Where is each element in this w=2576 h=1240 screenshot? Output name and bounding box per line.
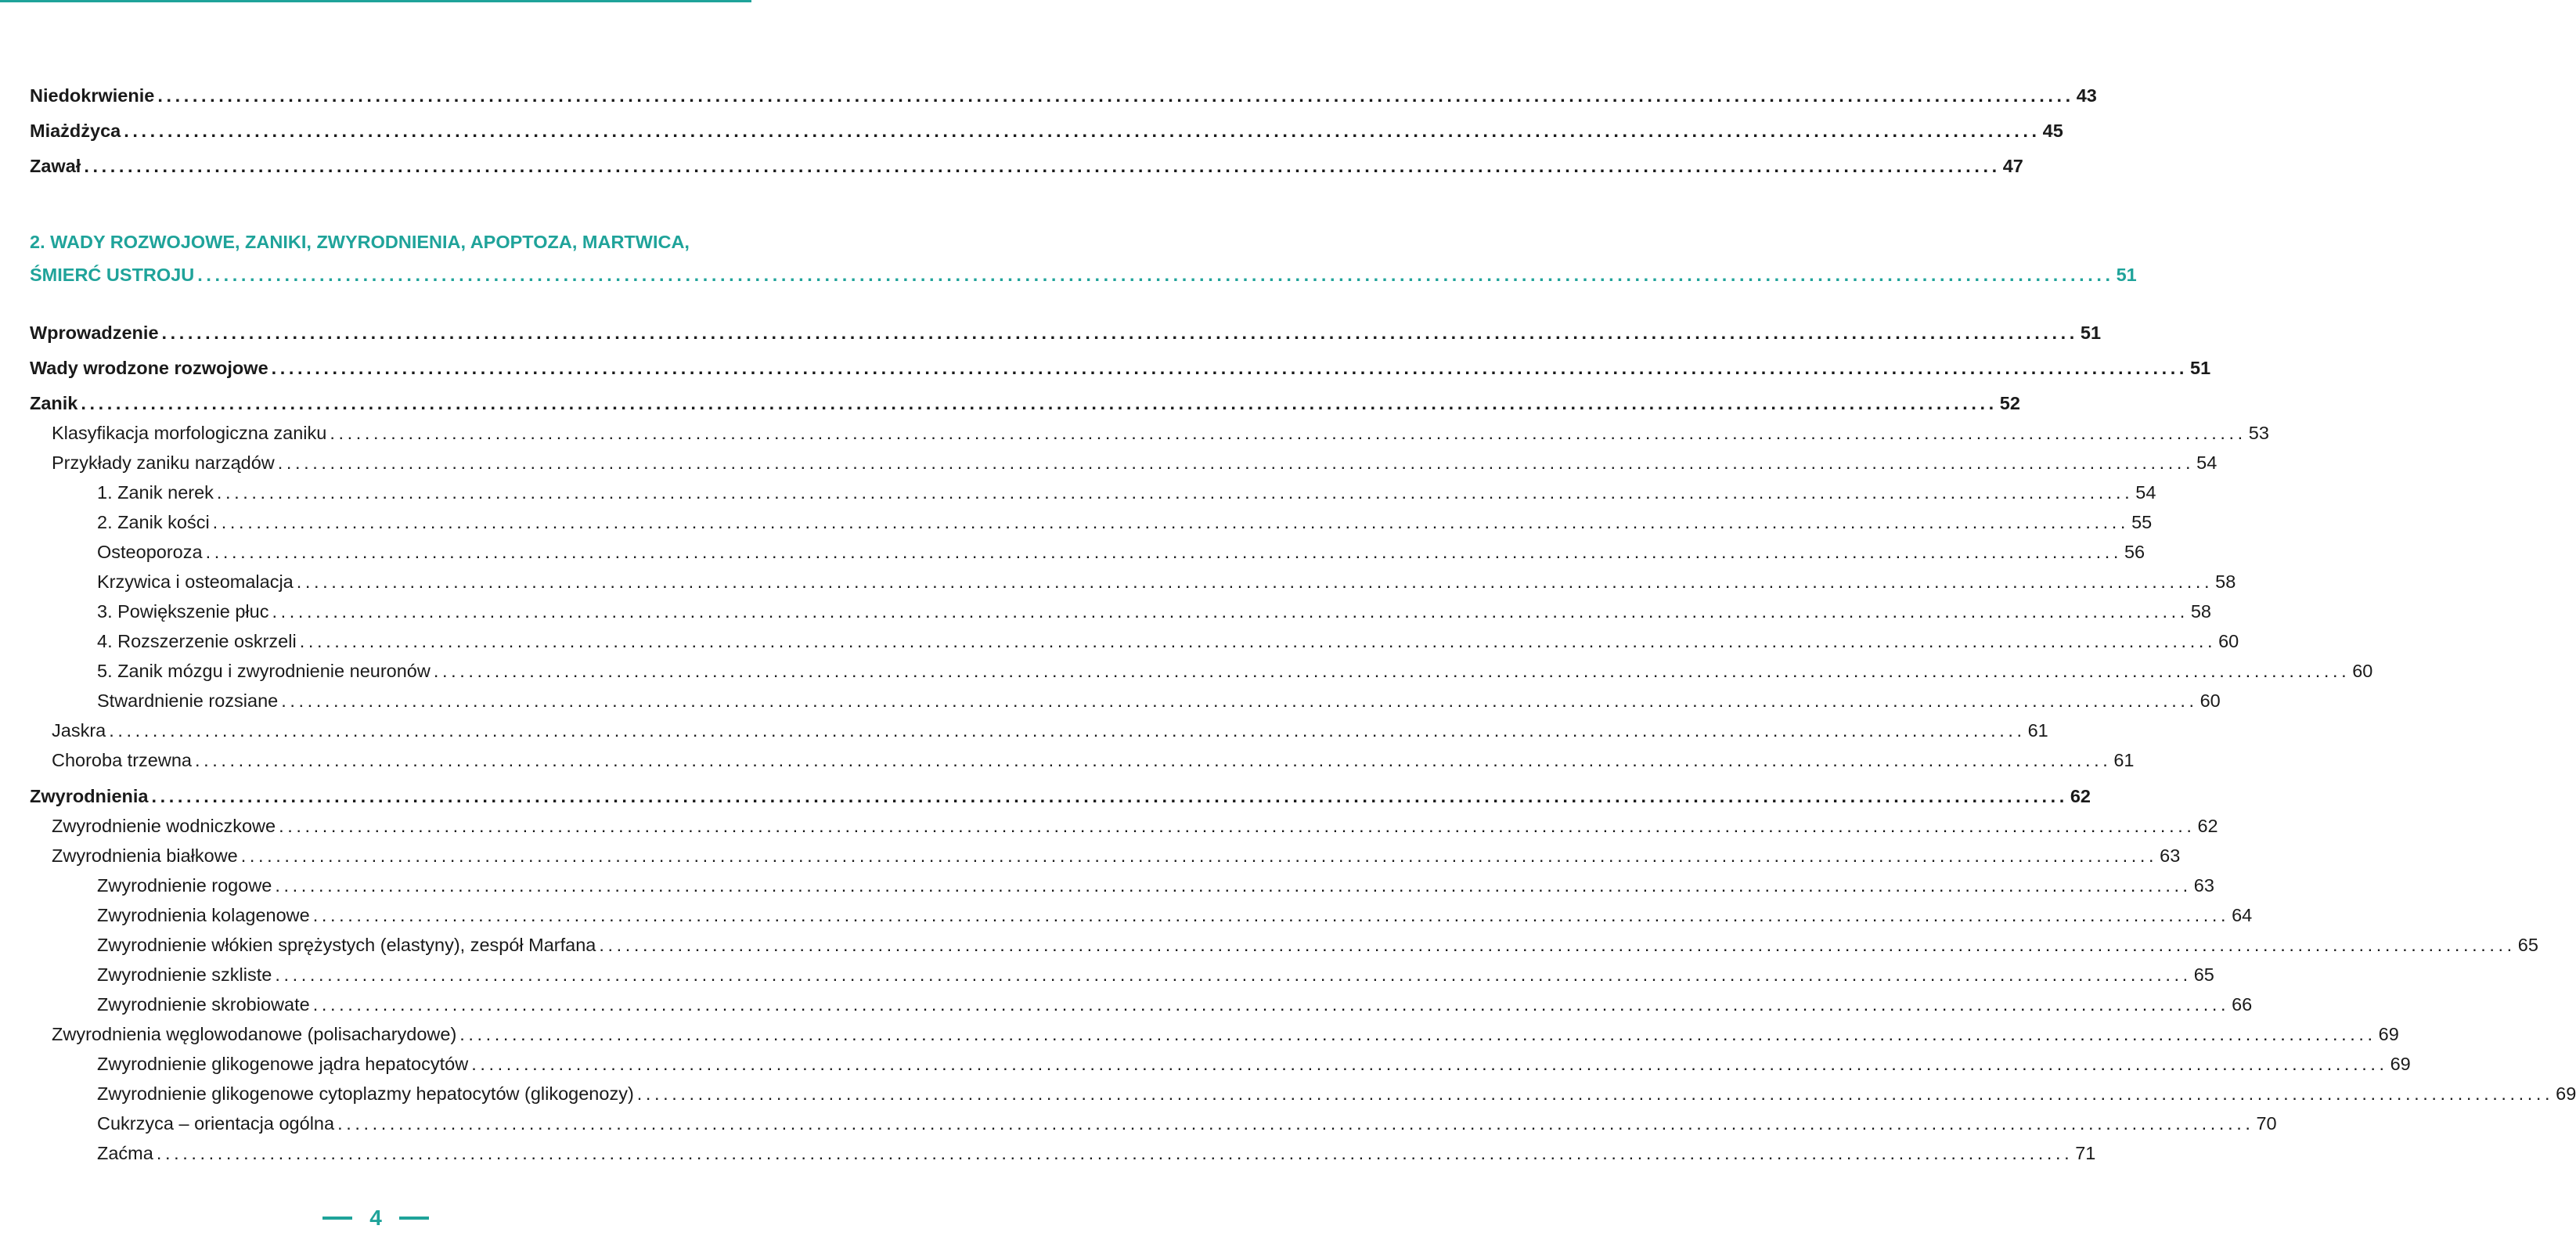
toc-entry[interactable] — [0, 1019, 2399, 1049]
entry-page-number: 69 — [2556, 1083, 2576, 1104]
dot-leader: ............................................................................................................................................................................................................................ — [275, 964, 2192, 985]
dot-leader: ............................................................................................................................................................................................................................ — [194, 750, 2112, 770]
dot-leader: ............................................................................................................................................................................................................................ — [312, 905, 2230, 925]
entry-title: 2. Zanik kości — [97, 512, 210, 532]
entry-title: Niedokrwienie — [30, 85, 155, 106]
entry-page-number: 66 — [2232, 994, 2253, 1015]
toc-entry[interactable] — [0, 960, 2214, 989]
entry-page-number: 58 — [2190, 601, 2211, 622]
toc-entry[interactable] — [0, 478, 2156, 507]
entry-title: Stwardnienie rozsiane — [97, 690, 279, 711]
toc-entry[interactable] — [0, 353, 2211, 383]
entry-title: 5. Zanik mózgu i zwyrodnienie neuronów — [97, 661, 431, 681]
entry-page-number: 65 — [2193, 964, 2214, 985]
toc-entry[interactable] — [0, 745, 2135, 775]
toc-entry[interactable] — [0, 1049, 2411, 1079]
page-number: 4 — [369, 1206, 382, 1230]
entry-page-number: 52 — [1999, 393, 2020, 413]
dot-leader: ............................................................................................................................................................................................................................ — [124, 121, 2041, 141]
entry-page-number: 60 — [2218, 631, 2239, 651]
entry-page-number: 64 — [2232, 905, 2253, 925]
toc-entry[interactable] — [0, 567, 2236, 597]
entry-title: 4. Rozszerzenie oskrzeli — [97, 631, 297, 651]
dot-leader: ............................................................................................................................................................................................................................ — [299, 631, 2217, 651]
chapter-heading-line-1: 2. WADY ROZWOJOWE, ZANIKI, ZWYRODNIENIA, APOPTOZA, MARTWICA, — [30, 232, 690, 252]
entry-title: Wady wrodzone rozwojowe — [30, 358, 268, 378]
toc-entry[interactable] — [0, 537, 2145, 567]
dot-leader: ............................................................................................................................................................................................................................ — [433, 661, 2351, 681]
entry-page-number: 58 — [2215, 571, 2236, 592]
entry-page-number: 51 — [2080, 323, 2102, 343]
entry-page-number: 55 — [2131, 512, 2153, 532]
dot-leader: ............................................................................................................................................................................................................................ — [296, 571, 2214, 592]
entry-page-number: 54 — [2196, 452, 2218, 473]
entry-page-number: 62 — [2070, 786, 2091, 806]
dot-leader: ............................................................................................................................................................................................................................ — [205, 542, 2122, 562]
entry-title: Zwyrodnienie rogowe — [97, 875, 272, 896]
dot-leader: ............................................................................................................................................................................................................................ — [271, 358, 2189, 378]
dot-leader: ............................................................................................................................................................................................................................ — [157, 85, 2074, 106]
dot-leader: ............................................................................................................................................................................................................................ — [109, 720, 2026, 741]
footer-dash-right — [399, 1217, 429, 1220]
chapter-title: ŚMIERĆ USTROJU — [30, 265, 195, 285]
toc-entry[interactable] — [0, 811, 2218, 841]
toc-entry[interactable] — [0, 507, 2153, 537]
entry-page-number: 71 — [2075, 1143, 2096, 1163]
entry-title: Zwyrodnienie wodniczkowe — [52, 816, 276, 836]
entry-page-number: 53 — [2248, 423, 2269, 443]
entry-page-number: 54 — [2135, 482, 2156, 503]
toc-entry[interactable] — [0, 656, 2373, 686]
entry-page-number: 51 — [2190, 358, 2211, 378]
entry-page-number: 61 — [2113, 750, 2135, 770]
toc-entry[interactable] — [0, 388, 2020, 418]
entry-title: Klasyfikacja morfologiczna zaniku — [52, 423, 327, 443]
toc-entry[interactable] — [0, 1138, 2096, 1168]
dot-leader: ............................................................................................................................................................................................................................ — [84, 156, 2001, 176]
entry-title: Zawał — [30, 156, 81, 176]
toc-entry[interactable] — [0, 626, 2239, 656]
entry-page-number: 70 — [2256, 1113, 2277, 1134]
entry-title: Zwyrodnienie glikogenowe jądra hepatocytów — [97, 1054, 469, 1074]
toc-entry[interactable] — [0, 151, 2023, 181]
dot-leader: ............................................................................................................................................................................................................................ — [281, 690, 2198, 711]
entry-title: Zwyrodnienie włókien sprężystych (elastyny), zespół Marfana — [97, 935, 596, 955]
toc-entry[interactable] — [0, 116, 2063, 146]
entry-page-number: 60 — [2200, 690, 2221, 711]
entry-title: Krzywica i osteomalacja — [97, 571, 294, 592]
entry-title: Zwyrodnienia białkowe — [52, 845, 238, 866]
dot-leader: ............................................................................................................................................................................................................................ — [636, 1083, 2554, 1104]
dot-leader: ............................................................................................................................................................................................................................ — [81, 393, 1998, 413]
toc-entry[interactable] — [0, 1108, 2277, 1138]
entry-page-number: 47 — [2002, 156, 2023, 176]
toc-entry[interactable] — [0, 781, 2091, 811]
entry-title: Wprowadzenie — [30, 323, 159, 343]
toc-entry[interactable] — [0, 841, 2181, 871]
entry-title: Jaskra — [52, 720, 106, 741]
chapter-heading-line-2[interactable] — [0, 260, 2137, 290]
toc-entry[interactable] — [0, 448, 2218, 478]
entry-title: Miażdżyca — [30, 121, 121, 141]
entry-page-number: 45 — [2042, 121, 2063, 141]
toc-entry[interactable] — [0, 930, 2538, 960]
entry-page-number: 60 — [2352, 661, 2373, 681]
toc-entry[interactable] — [0, 989, 2253, 1019]
dot-leader: ............................................................................................................................................................................................................................ — [161, 323, 2078, 343]
entry-title: Zaćma — [97, 1143, 153, 1163]
dot-leader: ............................................................................................................................................................................................................................ — [459, 1024, 2376, 1044]
entry-page-number: 61 — [2027, 720, 2048, 741]
dot-leader: ............................................................................................................................................................................................................................ — [471, 1054, 2388, 1074]
toc-entry[interactable] — [0, 871, 2214, 900]
entry-title: Zwyrodnienie glikogenowe cytoplazmy hepatocytów (glikogenozy) — [97, 1083, 634, 1104]
entry-page-number: 63 — [2160, 845, 2181, 866]
entry-page-number: 43 — [2076, 85, 2097, 106]
entry-page-number: 56 — [2124, 542, 2145, 562]
toc-entry[interactable] — [0, 686, 2221, 716]
dot-leader: ............................................................................................................................................................................................................................ — [279, 816, 2196, 836]
dot-leader: ............................................................................................................................................................................................................................ — [212, 512, 2130, 532]
toc-entry[interactable] — [0, 1079, 2576, 1108]
toc-entry[interactable] — [0, 418, 2269, 448]
toc-entry[interactable] — [0, 716, 2048, 745]
toc-entry[interactable] — [0, 318, 2102, 348]
dot-leader: ............................................................................................................................................................................................................................ — [272, 601, 2189, 622]
dot-leader: ............................................................................................................................................................................................................................ — [337, 1113, 2254, 1134]
entry-title: Zwyrodnienia węglowodanowe (polisacharydowe) — [52, 1024, 457, 1044]
entry-page-number: 65 — [2517, 935, 2538, 955]
dot-leader: ............................................................................................................................................................................................................................ — [277, 452, 2195, 473]
toc-entry[interactable] — [0, 900, 2253, 930]
toc-entry[interactable] — [0, 81, 2097, 110]
entry-title: Osteoporoza — [97, 542, 203, 562]
entry-title: Przykłady zaniku narządów — [52, 452, 275, 473]
dot-leader: ............................................................................................................................................................................................................................ — [275, 875, 2192, 896]
dot-leader: ............................................................................................................................................................................................................................ — [330, 423, 2246, 443]
chapter-page-number: 51 — [2116, 265, 2137, 285]
entry-title: Zanik — [30, 393, 78, 413]
dot-leader: ............................................................................................................................................................................................................................ — [312, 994, 2230, 1015]
entry-title: Zwyrodnienie skrobiowate — [97, 994, 310, 1015]
dot-leader: ............................................................................................................................................................................................................................ — [151, 786, 2068, 806]
dot-leader: ............................................................................................................................................................................................................................ — [156, 1143, 2073, 1163]
entry-page-number: 69 — [2390, 1054, 2411, 1074]
entry-title: Cukrzyca – orientacja ogólna — [97, 1113, 335, 1134]
entry-page-number: 69 — [2378, 1024, 2399, 1044]
toc-entry[interactable] — [0, 597, 2211, 626]
entry-title: Choroba trzewna — [52, 750, 192, 770]
entry-page-number: 62 — [2197, 816, 2218, 836]
entry-title: 1. Zanik nerek — [97, 482, 214, 503]
entry-title: Zwyrodnienia — [30, 786, 149, 806]
dot-leader: ............................................................................................................................................................................................................................ — [599, 935, 2516, 955]
page-footer — [0, 1201, 751, 1235]
entry-title: Zwyrodnienia kolagenowe — [97, 905, 310, 925]
dot-leader: ............................................................................................................................................................................................................................ — [197, 265, 2114, 285]
dot-leader: ............................................................................................................................................................................................................................ — [216, 482, 2134, 503]
entry-page-number: 63 — [2193, 875, 2214, 896]
dot-leader: ............................................................................................................................................................................................................................ — [240, 845, 2158, 866]
entry-title: Zwyrodnienie szkliste — [97, 964, 272, 985]
footer-dash-left — [322, 1217, 352, 1220]
entry-title: 3. Powiększenie płuc — [97, 601, 269, 622]
